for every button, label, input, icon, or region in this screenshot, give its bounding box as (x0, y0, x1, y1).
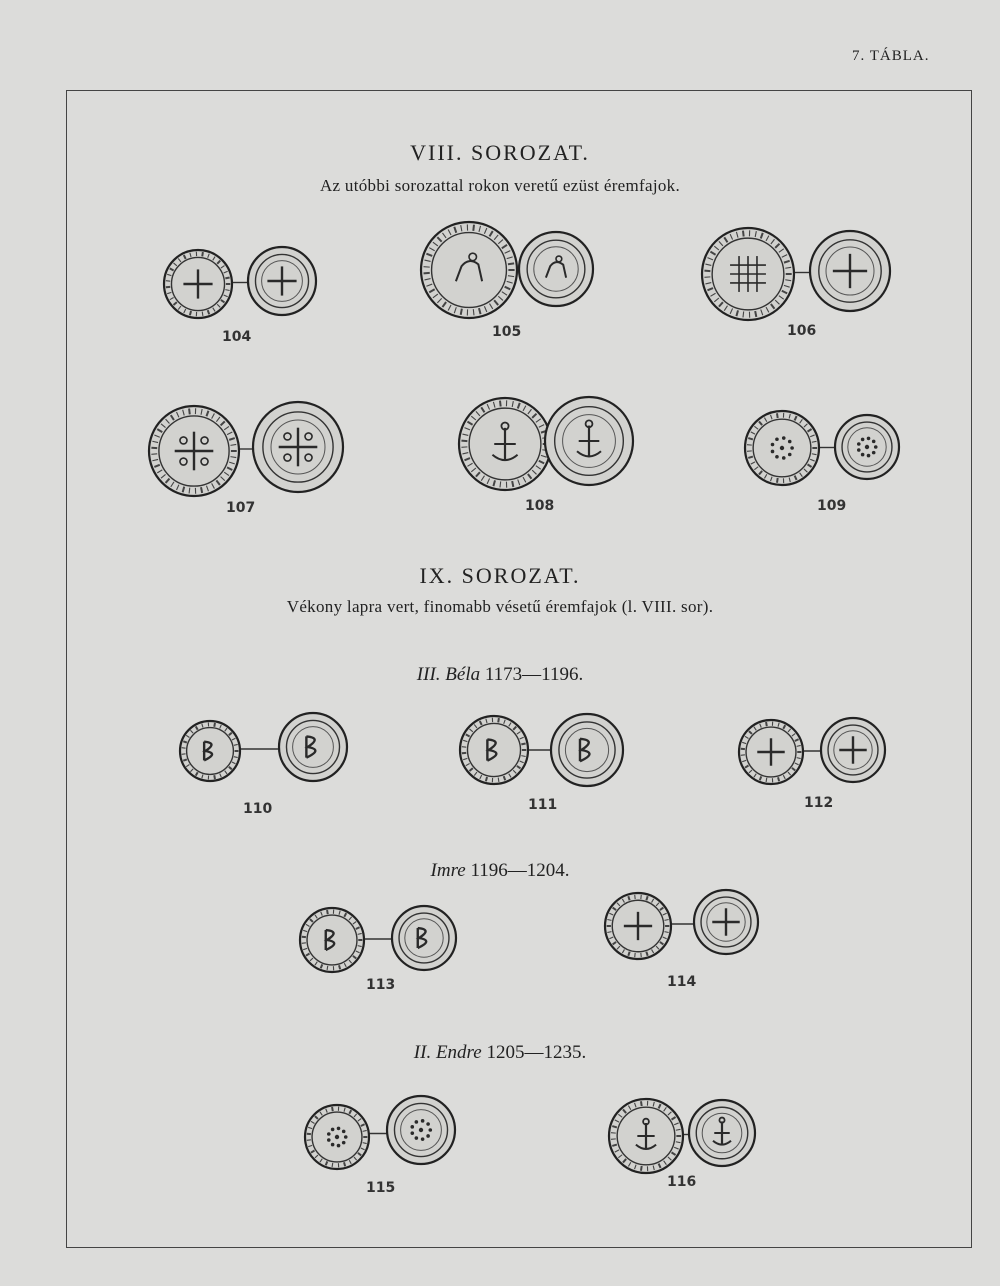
coin-reverse (689, 1100, 755, 1166)
coin-number: 107 (226, 500, 256, 516)
coin-reverse (694, 890, 758, 954)
reign-years: 1173—1196. (484, 664, 584, 685)
coin-number: 108 (525, 498, 555, 514)
reign-years: 1196—1204. (470, 860, 570, 881)
coin-number: 111 (528, 797, 558, 813)
coin-reverse (519, 232, 593, 306)
coin-obverse (745, 411, 819, 485)
coin-number: 109 (817, 498, 847, 514)
coin-obverse (180, 721, 240, 781)
coin-obverse (702, 228, 794, 320)
coin-number: 106 (787, 323, 817, 339)
series-ix-subtitle: Vékony lapra vert, finomabb vésetű éremfajok (l. VIII. sor). (286, 597, 714, 616)
reign-years: 1205—1235. (486, 1042, 587, 1063)
coin-reverse (545, 397, 633, 485)
series-viii-subtitle: Az utóbbi sorozattal rokon veretű ezüst éremfajok. (319, 176, 681, 195)
coin-obverse (164, 250, 232, 318)
coin-number: 113 (366, 977, 396, 993)
coin-obverse (305, 1105, 369, 1169)
reign-ruler: III. Béla (416, 664, 481, 685)
coin-number: 116 (667, 1174, 697, 1190)
reign-ruler: II. Endre (413, 1042, 482, 1063)
coin-reverse (279, 713, 347, 781)
coin-reverse (835, 415, 899, 479)
reign-ruler: Imre (430, 860, 466, 881)
coin-number: 105 (492, 324, 522, 340)
coin-reverse (387, 1096, 455, 1164)
coin-number: 114 (667, 974, 697, 990)
plate-label: 7. TÁBLA. (852, 48, 930, 64)
coin-number: 115 (366, 1180, 396, 1196)
coin-reverse (248, 247, 316, 315)
coin-obverse (149, 406, 239, 496)
series-viii-title: VIII. SOROZAT. (410, 140, 590, 165)
coin-number: 104 (222, 329, 252, 345)
coin-obverse (739, 720, 803, 784)
series-ix-title: IX. SOROZAT. (419, 563, 581, 588)
coin-number: 112 (804, 795, 834, 811)
coin-reverse (810, 231, 890, 311)
coin-obverse (421, 222, 517, 318)
coin-obverse (460, 716, 528, 784)
coin-obverse (605, 893, 671, 959)
coin-obverse (300, 908, 364, 972)
coin-obverse (459, 398, 551, 490)
coin-reverse (392, 906, 456, 970)
coin-reverse (253, 402, 343, 492)
coin-obverse (609, 1099, 683, 1173)
coin-number: 110 (243, 801, 273, 817)
coin-reverse (551, 714, 623, 786)
coin-reverse (821, 718, 885, 782)
